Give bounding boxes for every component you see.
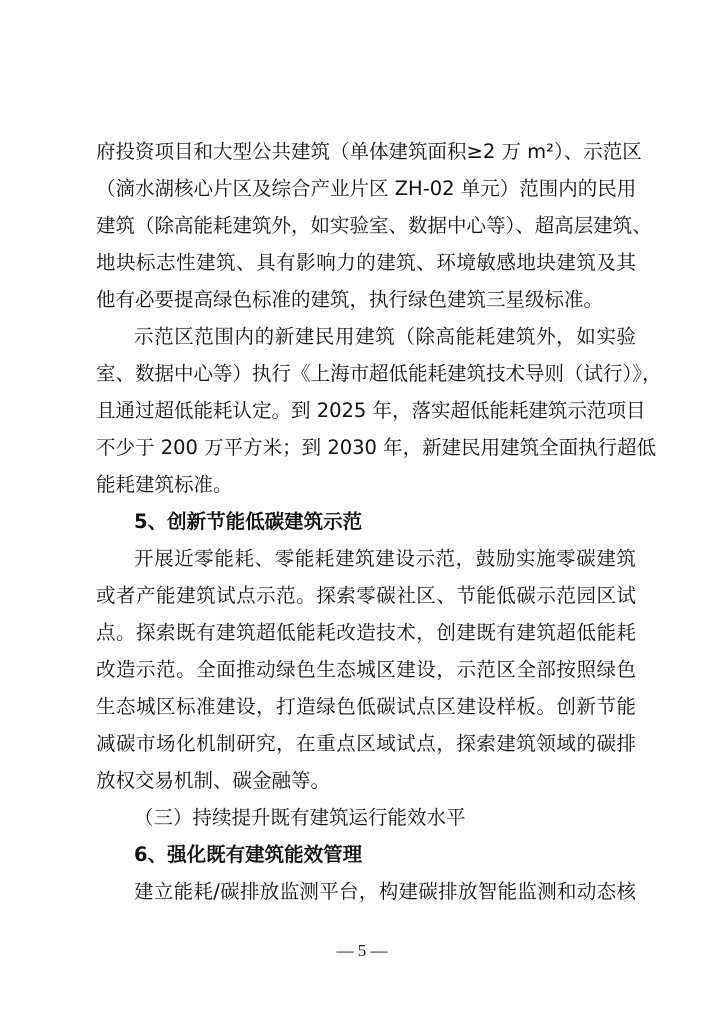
text-line: 生态城区标准建设，打造绿色低碳试点区建设样板。创新节能 [96, 695, 636, 718]
text-line: 点。探索既有建筑超低能耗改造技术，创建既有建筑超低能耗 [96, 621, 636, 644]
text-line: 地块标志性建筑、具有影响力的建筑、环境敏感地块建筑及其 [96, 251, 636, 274]
text-line: 且通过超低能耗认定。到 2025 年，落实超低能耗建筑示范项目 [96, 399, 646, 422]
text-line: 建筑（除高能耗建筑外，如实验室、数据中心等）、超高层建筑、 [96, 214, 652, 237]
text-line: 开展近零能耗、零能耗建筑建设示范，鼓励实施零碳建筑 [134, 547, 636, 570]
text-line: （滴水湖核心片区及综合产业片区 ZH-02 单元）范围内的民用 [96, 177, 637, 200]
text-line: 他有必要提高绿色标准的建筑，执行绿色建筑三星级标准。 [96, 288, 604, 311]
text-line: 改造示范。全面推动绿色生态城区建设，示范区全部按照绿色 [96, 658, 636, 681]
text-line: 府投资项目和大型公共建筑（单体建筑面积≥2 万 m²）、示范区 [96, 140, 642, 163]
text-line: 室、数据中心等）执行《上海市超低能耗建筑技术导则（试行）》， [96, 362, 662, 385]
page-number: — 5 — [336, 941, 388, 960]
section-heading: 5、创新节能低碳建筑示范 [134, 510, 363, 533]
text-line: 或者产能建筑试点示范。探索零碳社区、节能低碳示范园区试 [96, 584, 636, 607]
text-line: 能耗建筑标准。 [96, 473, 233, 496]
text-line: 放权交易机制、碳金融等。 [96, 769, 331, 792]
text-line: 减碳市场化机制研究，在重点区域试点，探索建筑领域的碳排 [96, 732, 636, 755]
section-heading: 6、强化既有建筑能效管理 [134, 843, 363, 866]
text-line: 建立能耗/碳排放监测平台，构建碳排放智能监测和动态核 [134, 880, 636, 903]
section-title: （三）持续提升既有建筑运行能效水平 [134, 806, 466, 829]
text-line: 示范区范围内的新建民用建筑（除高能耗建筑外，如实验 [134, 325, 636, 348]
text-line: 不少于 200 万平方米；到 2030 年，新建民用建筑全面执行超低 [96, 436, 657, 459]
